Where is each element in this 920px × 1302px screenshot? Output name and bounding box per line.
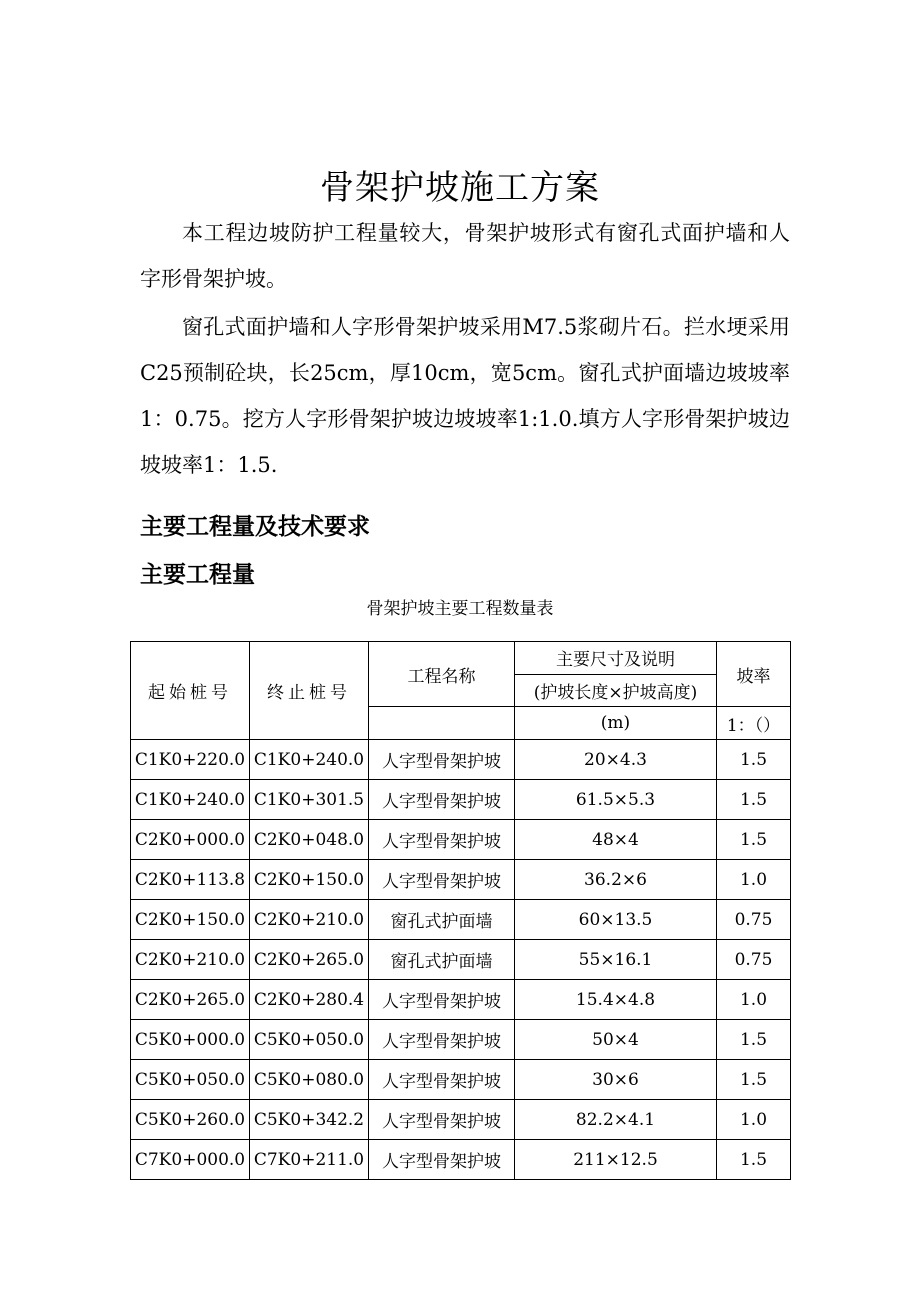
cell-start-station: C5K0+000.0	[131, 1020, 250, 1060]
cell-start-station: C7K0+000.0	[131, 1140, 250, 1180]
table-body	[131, 740, 791, 1180]
cell-start-station: C2K0+113.8	[131, 860, 250, 900]
cell-dimensions: 30×6	[515, 1060, 717, 1100]
cell-start-station: C2K0+000.0	[131, 820, 250, 860]
table-row	[131, 820, 791, 860]
subsection-heading: 主要工程量	[140, 562, 255, 588]
table-row	[131, 900, 791, 940]
table-row	[131, 780, 791, 820]
cell-project-name: 人字型骨架护坡	[369, 780, 515, 820]
document-title: 骨架护坡施工方案	[320, 168, 600, 208]
cell-project-name: 窗孔式护面墙	[369, 940, 515, 980]
cell-project-name: 人字型骨架护坡	[369, 860, 515, 900]
table-row	[131, 1060, 791, 1100]
table-row	[131, 740, 791, 780]
cell-dimensions: 20×4.3	[515, 740, 717, 780]
table-row	[131, 1140, 791, 1180]
cell-slope: 1.5	[717, 1060, 791, 1100]
cell-start-station: C2K0+210.0	[131, 940, 250, 980]
cell-end-station: C2K0+210.0	[250, 900, 369, 940]
materials-paragraph: 窗孔式面护墙和人字形骨架护坡采用M7.5浆砌片石。拦水埂采用C25预制砼块，长25cm，厚10cm，宽5cm。窗孔式护面墙边坡坡率1：0.75。挖方人字形骨架护坡边坡坡率1:1.0.填方人字形骨架护坡边坡坡率1：1.5.	[140, 315, 790, 477]
cell-dimensions: 211×12.5	[515, 1140, 717, 1180]
quantity-table	[130, 641, 791, 1180]
cell-slope: 1.5	[717, 1020, 791, 1060]
cell-slope: 1.5	[717, 780, 791, 820]
cell-project-name: 人字型骨架护坡	[369, 820, 515, 860]
cell-dimensions: 50×4	[515, 1020, 717, 1060]
header-end-station: 终止桩号	[250, 642, 369, 740]
cell-slope: 0.75	[717, 900, 791, 940]
cell-dimensions: 55×16.1	[515, 940, 717, 980]
cell-dimensions: 60×13.5	[515, 900, 717, 940]
cell-slope: 1.0	[717, 860, 791, 900]
header-slope: 坡率	[717, 642, 791, 707]
cell-end-station: C7K0+211.0	[250, 1140, 369, 1180]
cell-project-name: 窗孔式护面墙	[369, 900, 515, 940]
intro-paragraph: 本工程边坡防护工程量较大，骨架护坡形式有窗孔式面护墙和人字形骨架护坡。	[140, 221, 790, 291]
cell-project-name: 人字型骨架护坡	[369, 1060, 515, 1100]
table-row	[131, 1020, 791, 1060]
cell-dimensions: 48×4	[515, 820, 717, 860]
header-slope-unit: 1：（）	[717, 707, 791, 740]
cell-start-station: C1K0+240.0	[131, 780, 250, 820]
cell-end-station: C5K0+342.2	[250, 1100, 369, 1140]
cell-end-station: C1K0+240.0	[250, 740, 369, 780]
cell-project-name: 人字型骨架护坡	[369, 980, 515, 1020]
cell-end-station: C2K0+265.0	[250, 940, 369, 980]
cell-start-station: C2K0+150.0	[131, 900, 250, 940]
cell-dimensions: 82.2×4.1	[515, 1100, 717, 1140]
cell-end-station: C5K0+080.0	[250, 1060, 369, 1100]
table-row	[131, 1100, 791, 1140]
header-dimensions-unit: (m)	[515, 707, 717, 740]
cell-dimensions: 61.5×5.3	[515, 780, 717, 820]
header-dimensions: 主要尺寸及说明	[515, 642, 717, 675]
section-heading: 主要工程量及技术要求	[140, 514, 370, 540]
cell-start-station: C2K0+265.0	[131, 980, 250, 1020]
cell-start-station: C1K0+220.0	[131, 740, 250, 780]
cell-slope: 1.5	[717, 1140, 791, 1180]
cell-end-station: C1K0+301.5	[250, 780, 369, 820]
cell-dimensions: 36.2×6	[515, 860, 717, 900]
cell-project-name: 人字型骨架护坡	[369, 740, 515, 780]
cell-end-station: C2K0+150.0	[250, 860, 369, 900]
table-row	[131, 940, 791, 980]
cell-project-name: 人字型骨架护坡	[369, 1020, 515, 1060]
cell-slope: 0.75	[717, 940, 791, 980]
cell-end-station: C2K0+280.4	[250, 980, 369, 1020]
cell-dimensions: 15.4×4.8	[515, 980, 717, 1020]
header-project-name: 工程名称	[369, 642, 515, 707]
cell-start-station: C5K0+050.0	[131, 1060, 250, 1100]
header-start-station: 起始桩号	[131, 642, 250, 740]
cell-end-station: C5K0+050.0	[250, 1020, 369, 1060]
cell-project-name: 人字型骨架护坡	[369, 1100, 515, 1140]
table-caption: 骨架护坡主要工程数量表	[366, 599, 554, 619]
cell-project-name: 人字型骨架护坡	[369, 1140, 515, 1180]
cell-slope: 1.5	[717, 740, 791, 780]
cell-start-station: C5K0+260.0	[131, 1100, 250, 1140]
cell-slope: 1.0	[717, 980, 791, 1020]
table-header-row	[131, 642, 791, 675]
header-name-blank	[369, 707, 515, 740]
header-dimensions-note: (护坡长度×护坡高度)	[515, 674, 717, 707]
cell-end-station: C2K0+048.0	[250, 820, 369, 860]
table-row	[131, 980, 791, 1020]
cell-slope: 1.5	[717, 820, 791, 860]
table-row	[131, 860, 791, 900]
cell-slope: 1.0	[717, 1100, 791, 1140]
